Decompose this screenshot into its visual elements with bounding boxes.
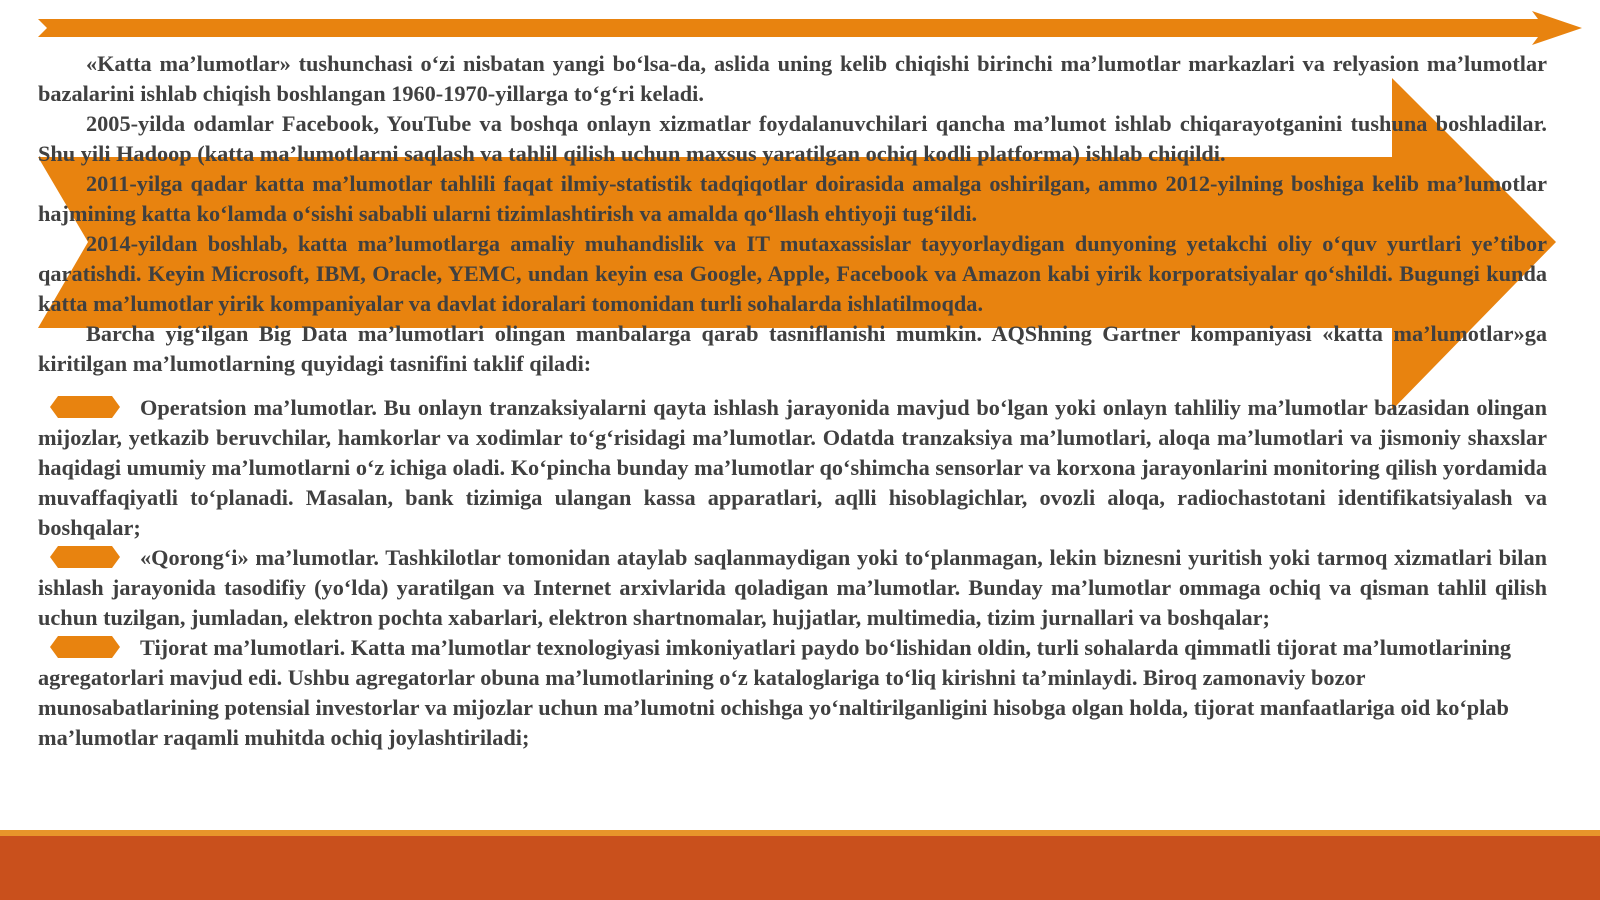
bullet-dark-data	[38, 543, 1547, 633]
paragraph-2014: 2014-yildan boshlab, katta ma’lumotlarga amaliy muhandislik va IT mutaxassislar tayyorlaydigan dunyoning yetakchi oliy o‘quv yurtlari ye’tibor qaratishdi. Keyin Microsoft, IBM, Oracle, YEMC, undan keyin esa Google, Apple, Facebook va Amazon kabi yirik korporatsiyalar qo‘shildi. Bugungi kunda katta ma’lumotlar yirik kompaniyalar va davlat idoralari tomonidan turli sohalarda ishlatilmoqda.	[38, 231, 1547, 316]
hexagon-bullet-icon	[50, 396, 120, 418]
paragraph-intro: «Katta ma’lumotlar» tushunchasi o‘zi nisbatan yangi bo‘lsa-da, aslida uning kelib chiqishi birinchi ma’lumotlar markazlari va relyasion ma’lumotlar bazalarini ishlab chiqish boshlangan 1960-1970-yillarga to‘g‘ri keladi.	[38, 51, 1547, 106]
hexagon-bullet-icon	[50, 636, 120, 658]
paragraph-gartner: Barcha yig‘ilgan Big Data ma’lumotlari olingan manbalarga qarab tasniflanishi mumkin. AQShning Gartner kompaniyasi «katta ma’lumotlar»ga kiritilgan ma’lumotlarning quyidagi tasnifini taklif qiladi:	[38, 321, 1547, 376]
bullet-operational-data	[38, 393, 1547, 543]
text-content	[38, 49, 1547, 753]
bottom-footer-bar	[0, 830, 1600, 900]
bullet-text-commercial: Tijorat ma’lumotlari. Katta ma’lumotlar texnologiyasi imkoniyatlari paydo bo‘lishidan oldin, turli sohalarda qimmatli tijorat ma’lumotlarining agregatorlari mavjud edi. Ushbu agregatorlar obuna ma’lumotlarining o‘z kataloglariga to‘liq kirishni ta’minlaydi. Biroq zamonaviy bozor munosabatlarining potensial investorlar va mijozlar uchun ma’lumotni ochishga yo‘naltirilganligini hisobga olgan holda, tijorat manfaatlariga oid ko‘plab ma’lumotlar raqamli muhitda ochiq joylashtiriladi;	[38, 635, 1512, 750]
bullet-text-dark: «Qorong‘i» ma’lumotlar. Tashkilotlar tomonidan ataylab saqlanmaydigan yoki to‘planmagan, lekin biznesni yuritish yoki tarmoq xizmatlari bilan ishlash jarayonida tasodifiy (yo‘lda) yaratilgan va Internet arxivlarida qoladigan ma’lumotlar. Bunday ma’lumotlar ommaga ochiq va qisman tahlil qilish uchun tuzilgan, jumladan, elektron pochta xabarlari, elektron shartnomalar, hujjatlar, multimedia, tizim jurnallari va boshqalar;	[38, 545, 1547, 630]
top-thin-arrow-icon	[38, 11, 1582, 45]
spacer	[38, 379, 1547, 393]
paragraph-2005: 2005-yilda odamlar Facebook, YouTube va boshqa onlayn xizmatlar foydalanuvchilari qancha ma’lumot ishlab chiqarayotganini tushuna boshladilar. Shu yili Hadoop (katta ma’lumotlarni saqlash va tahlil qilish uchun maxsus yaratilgan ochiq kodli platforma) ishlab chiqildi.	[38, 111, 1547, 166]
bullet-text-operational: Operatsion ma’lumotlar. Bu onlayn tranzaksiyalarni qayta ishlash jarayonida mavjud bo‘lgan yoki onlayn tahliliy ma’lumotlar bazasidan olingan mijozlar, yetkazib beruvchilar, hamkorlar va xodimlar to‘g‘risidagi ma’lumotlar. Odatda tranzaksiya ma’lumotlari, aloqa ma’lumotlari va jismoniy shaxslar haqidagi umumiy ma’lumotlarni o‘z ichiga oladi. Ko‘pincha bunday ma’lumotlar qo‘shimcha sensorlar va korxona jarayonlarini monitoring qilish yordamida muvaffaqiyatli to‘planadi. Masalan, bank tizimiga ulangan kassa apparatlari, aqlli hisoblagichlar, ovozli aloqa, radiochastotani identifikatsiyalash va boshqalar;	[38, 395, 1547, 540]
bullet-commercial-data	[38, 633, 1547, 753]
paragraph-2011: 2011-yilga qadar katta ma’lumotlar tahlili faqat ilmiy-statistik tadqiqotlar doirasida amalga oshirilgan, ammo 2012-yilning boshiga kelib ma’lumotlar hajmining katta ko‘lamda o‘sishi sababli ularni tizimlashtirish va amalda qo‘llash ehtiyoji tug‘ildi.	[38, 171, 1547, 226]
hexagon-bullet-icon	[50, 546, 120, 568]
